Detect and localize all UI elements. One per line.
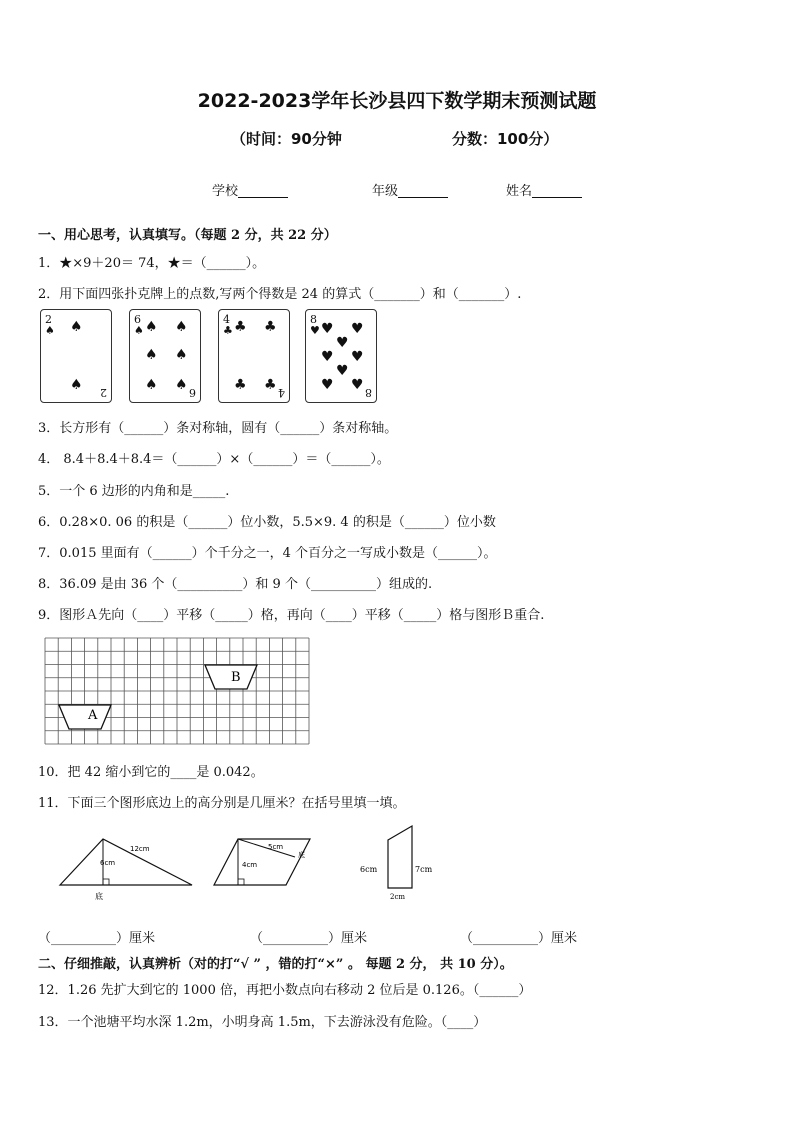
name-field: 姓名 [506,180,582,199]
question-4: 4． 8.4＋8.4＋8.4＝（______）×（______）＝（______）。 [38,452,390,467]
parallelogram-figure [210,835,315,890]
section-2-title: 二、仔细推敲，认真辨析（对的打“√ ” ，错的打“×” 。 每题 2 分， 共 10 分）。 [38,957,513,972]
question-7: 7．0.015 里面有（______）个千分之一，4 个百分之一写成小数是（______）。 [38,546,497,561]
playing-card-2: 2 ♠ ♠ ♠ 2 [40,309,112,403]
playing-card-8: 8 ♥ ♥ ♥ ♥ ♥ ♥ ♥ ♥ ♥ 8 [305,309,377,403]
shape-b-label: B [231,670,241,685]
question-11: 11．下面三个图形底边上的高分别是几厘米？在括号里填一填。 [38,796,406,811]
shape-a-label: A [88,708,98,723]
question-8: 8．36.09 是由 36 个（__________）和 9 个（__________）组成的. [38,577,433,592]
exam-score: 分数：100分） [452,130,559,148]
question-10: 10．把 42 缩小到它的____是 0.042。 [38,765,264,780]
answer-blank-2[interactable]: （__________）厘米 [250,931,368,946]
exam-time: （时间：90分钟 [231,130,342,148]
grade-field: 年级 [372,180,448,199]
question-5: 5．一个 6 边形的内角和是_____. [38,484,230,499]
svg-text:2cm: 2cm [390,893,406,901]
answer-blank-1[interactable]: （__________）厘米 [38,931,156,946]
question-6: 6．0.28×0. 06 的积是（______）位小数，5.5×9. 4 的积是（______）位小数 [38,515,496,530]
shape-a [59,705,111,729]
answer-blank-3[interactable]: （__________）厘米 [460,931,578,946]
question-13: 13．一个池塘平均水深 1.2m，小明身高 1.5m，下去游泳没有危险。（____） [38,1015,487,1030]
page-title: 2022-2023学年长沙县四下数学期末预测试题 [197,90,597,112]
question-1: 1．★×9＋20＝ 74，★＝（______）。 [38,256,266,271]
school-field: 学校 [212,180,288,199]
playing-card-6: 6 ♠ ♠ ♠ ♠ ♠ ♠ ♠ 6 [129,309,201,403]
svg-text:4cm: 4cm [242,861,258,869]
question-12: 12．1.26 先扩大到它的 1000 倍，再把小数点向右移动 2 位后是 0.126。（______） [38,983,532,998]
svg-text:6cm: 6cm [360,865,378,874]
svg-text:7cm: 7cm [415,865,433,874]
trapezoid-figure [360,822,440,902]
section-1-title: 一、用心思考，认真填写。（每题 2 分，共 22 分） [38,228,337,243]
svg-text:底: 底 [95,892,103,901]
question-2: 2．用下面四张扑克牌上的点数,写两个得数是 24 的算式（_______）和（_______）. [38,287,522,302]
svg-text:底: 底 [298,851,305,859]
translation-grid [44,637,310,745]
svg-text:6cm: 6cm [100,859,116,867]
svg-text:5cm: 5cm [268,843,284,851]
question-9: 9．图形Ａ先向（____）平移（_____）格，再向（____）平移（_____）格与图形Ｂ重合. [38,608,545,623]
triangle-figure [55,835,200,905]
playing-card-4: 4 ♣ ♣ ♣ ♣ ♣ 4 [218,309,290,403]
question-3: 3．长方形有（______）条对称轴，圆有（______）条对称轴。 [38,421,398,436]
svg-text:12cm: 12cm [130,845,150,853]
